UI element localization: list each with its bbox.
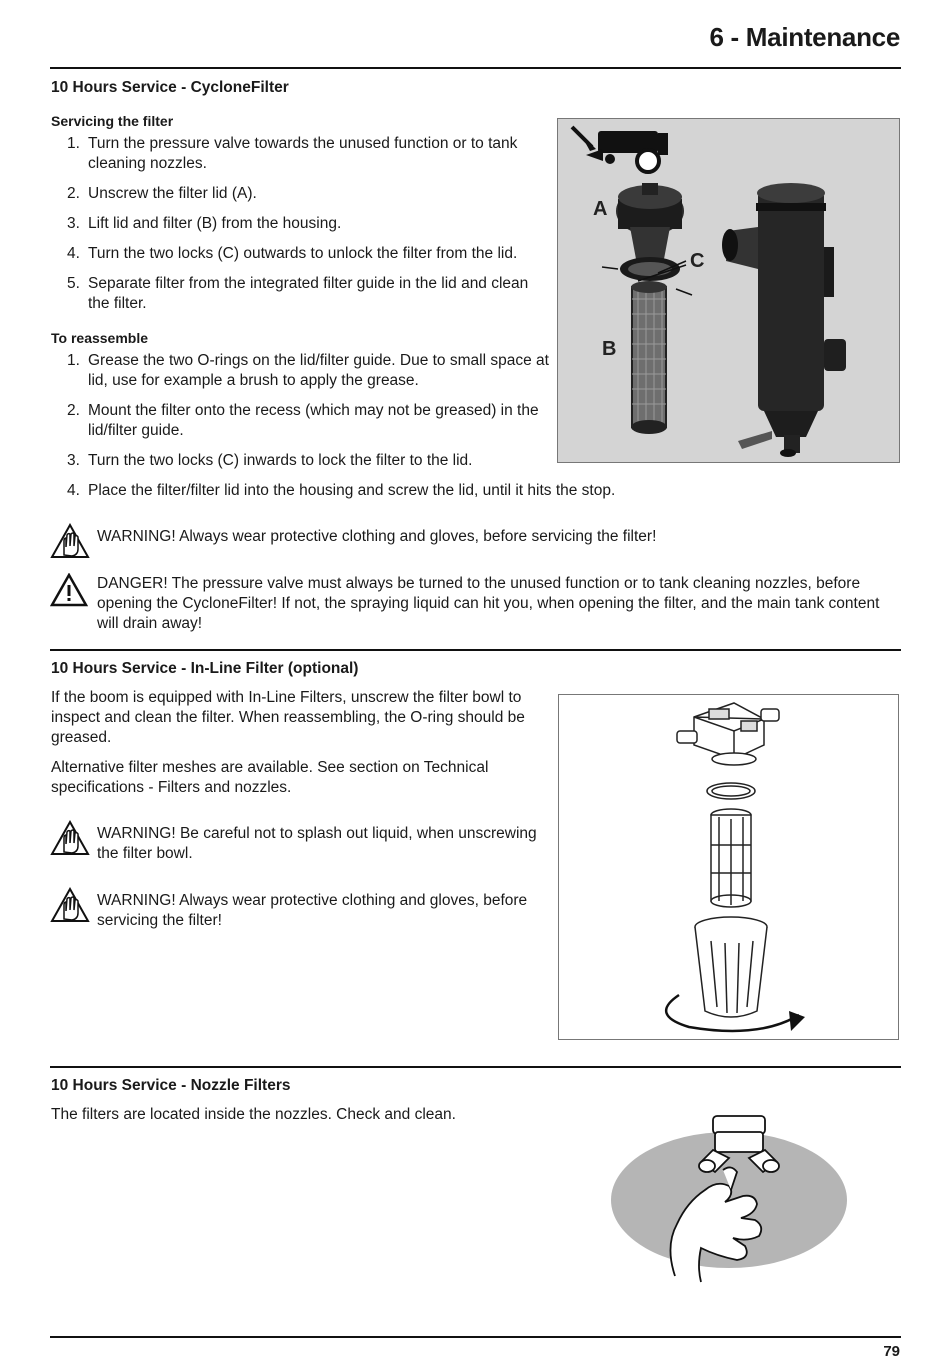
section-rule xyxy=(50,1066,901,1068)
section-rule xyxy=(50,649,901,651)
list-item: 3. Turn the two locks (C) inwards to lock the filter to the lid. xyxy=(67,452,473,469)
cyclone-housing xyxy=(722,183,846,457)
list-item: 1. Grease the two O-rings on the lid/filter guide. Due to small space at lid, use for example a brush to apply the grease. xyxy=(67,352,549,389)
page-number: 79 xyxy=(883,1343,900,1360)
figure-label-a: A xyxy=(593,198,608,220)
figure-label-c: C xyxy=(690,250,705,272)
danger-text: DANGER! The pressure valve must always be turned to the unused function or to tank cleaning nozzles, before opening the CycloneFilter! If not, the spraying liquid can hit you, when opening the filter, and the main tank content will drain away! xyxy=(97,575,880,632)
list-item: 2. Unscrew the filter lid (A). xyxy=(67,185,257,202)
reassemble-steps-list xyxy=(51,351,551,481)
filter-element xyxy=(631,281,667,434)
nozzle-hand-illustration xyxy=(605,1106,855,1286)
chapter-title: 6 - Maintenance xyxy=(709,22,900,52)
sprayer-tractor-icon xyxy=(572,127,668,172)
warning-text: WARNING! Always wear protective clothing and gloves, before servicing the filter! xyxy=(97,528,657,545)
inline-filter-figure xyxy=(558,694,899,1040)
inline-paragraph-2: Alternative filter meshes are available. See section on Technical specifications - Filters and nozzles. xyxy=(51,759,489,796)
glove-warning-icon xyxy=(50,820,90,861)
inline-paragraph-1: If the boom is equipped with In-Line Filters, unscrew the filter bowl to inspect and clean the filter. When reassembling, the O-ring should be greased. xyxy=(51,689,525,746)
subheading-reassemble: To reassemble xyxy=(51,330,149,346)
list-item: 5. Separate filter from the integrated filter guide in the lid and clean the filter. xyxy=(67,275,529,312)
figure-label-b: B xyxy=(602,338,617,360)
list-item: 1. Turn the pressure valve towards the unused function or to tank cleaning nozzles. xyxy=(67,135,518,172)
section-heading-inline: 10 Hours Service - In-Line Filter (optional) xyxy=(51,660,359,677)
reassemble-steps-list-continued xyxy=(51,481,751,511)
danger-triangle-icon xyxy=(50,573,88,612)
list-item: 4. Turn the two locks (C) outwards to unlock the filter from the lid. xyxy=(67,245,518,262)
cyclone-filter-figure xyxy=(557,118,900,463)
footer-rule xyxy=(50,1336,901,1338)
section-heading-cyclone: 10 Hours Service - CycloneFilter xyxy=(51,79,289,96)
glove-warning-icon xyxy=(50,887,90,928)
cyclone-filter-illustration xyxy=(558,119,899,462)
header-rule xyxy=(50,67,901,69)
glove-warning-icon xyxy=(50,523,90,564)
inline-warning-1: WARNING! Be careful not to splash out liquid, when unscrewing the filter bowl. xyxy=(97,825,537,862)
list-item: 4. Place the filter/filter lid into the housing and screw the lid, until it hits the stop. xyxy=(67,482,616,499)
nozzle-filter-figure xyxy=(605,1106,855,1291)
section-heading-nozzle: 10 Hours Service - Nozzle Filters xyxy=(51,1077,291,1094)
inline-warning-2: WARNING! Always wear protective clothing and gloves, before servicing the filter! xyxy=(97,892,528,929)
subheading-servicing: Servicing the filter xyxy=(51,113,174,129)
list-item: 3. Lift lid and filter (B) from the housing. xyxy=(67,215,342,232)
nozzle-paragraph: The filters are located inside the nozzles. Check and clean. xyxy=(51,1106,456,1123)
servicing-steps-list xyxy=(51,134,546,324)
list-item: 2. Mount the filter onto the recess (which may not be greased) in the lid/filter guide. xyxy=(67,402,539,439)
inline-filter-exploded-illustration xyxy=(559,695,898,1039)
